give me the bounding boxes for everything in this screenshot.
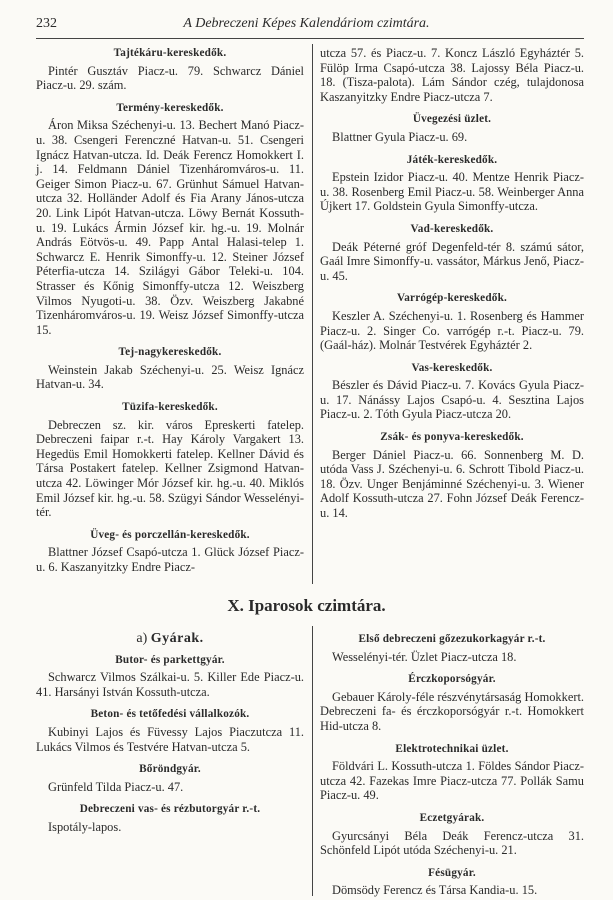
category-entries: Berger Dániel Piacz-u. 66. Sonnenberg M. D. utóda Vass J. Széchenyi-u. 6. Schrott Tibold Piacz-u. 18. Özv. Unger Benjáminné Széchenyi-u. 3. Wiener Adolf Kossuth-utcza 27. Fohn József Deák Ferencz-u. 14. [320, 447, 584, 521]
bottom-left-column [36, 632, 304, 835]
category-heading: Tajtékáru-kereskedők. [113, 47, 227, 59]
category-entries: Blattner Gyula Piacz-u. 69. [332, 129, 468, 144]
category-heading: Tüzifa-kereskedők. [122, 401, 218, 414]
category-entries: Pintér Gusztáv Piacz-u. 79. Schwarcz Dániel Piacz-u. 29. szám. [36, 63, 304, 93]
category-entries: Schwarcz Vilmos Szálkai-u. 5. Killer Ede Piacz-u. 41. Harsányi István Kossuth-utcza. [36, 670, 304, 699]
bottom-right-column [320, 632, 584, 898]
category-entries: Kubinyi Lajos és Füvessy Lajos Piaczutcza 11. Lukács Vilmos és Testvére Hatvan-utcza 5. [36, 724, 304, 754]
category-entries: Bészler és Dávid Piacz-u. 7. Kovács Gyula Piacz-u. 17. Nánássy Lajos Csapó-u. 4. Sesztina Lajos Piacz-u. 2. Tóth Gyula Piacz-utcza 20. [320, 378, 584, 422]
category-entries: Ispotály-lapos. [48, 819, 122, 834]
category-entries: Keszler A. Széchenyi-u. 1. Rosenberg és Hammer Piacz-u. 2. Singer Co. varrógép r.-t. Piacz-u. 79. (Gaál-ház). Molnár Testvérek Egyháztér 2. [320, 308, 584, 353]
category-heading: Első debreczeni gőzezukorkagyár r.-t. [358, 633, 546, 645]
category-entries: Blattner József Csapó-utcza 1. Glück József Piacz-u. 6. Kaszanyitzky Endre Piacz- [36, 545, 304, 574]
category-heading: Termény-kereskedők. [116, 101, 224, 114]
category-heading: Butor- és parkettgyár. [115, 653, 225, 666]
category-heading: Bőröndgyár. [139, 763, 201, 776]
column-divider-bottom [312, 626, 313, 896]
category-entries: Gyurcsányi Béla Deák Ferencz-utcza 31. Schönfeld Lipót utóda Széchenyi-u. 21. [320, 828, 584, 858]
category-entries: Gebauer Károly-féle részvénytársaság Homokkert. Debreczeni fa- és érczkoporsógyár r.-t. Homokkert Hid-utcza 8. [320, 689, 584, 733]
category-heading: Vad-kereskedők. [410, 222, 494, 235]
category-heading: Eczetgyárak. [419, 811, 485, 824]
page-number: 232 [36, 16, 57, 31]
top-left-column [36, 46, 304, 575]
category-heading: Elektrotechnikai üzlet. [395, 742, 509, 755]
category-entries: Dömsödy Ferencz és Társa Kandia-u. 15. [332, 883, 538, 898]
category-heading: Beton- és tetőfedési vállalkozók. [90, 708, 250, 721]
header-rule [36, 38, 584, 39]
category-heading: Üvegezési üzlet. [412, 113, 492, 126]
category-heading: Tej-nagykereskedők. [118, 346, 222, 359]
top-right-column [320, 46, 584, 521]
column-divider-top [312, 44, 313, 584]
category-heading: Fésügyár. [428, 866, 476, 879]
category-entries: Epstein Izidor Piacz-u. 40. Mentze Henrik Piacz-u. 38. Rosenberg Emil Piacz-u. 58. Weinberger Anna Újkert 17. Goldstein Gyula Simonffy-utcza. [320, 170, 584, 214]
category-entries: Áron Miksa Széchenyi-u. 13. Bechert Manó Piacz-u. 38. Csengeri Ferenczné Hatvan-u. 51. Csengeri Ignácz Hatvan-utcza. Id. Deák Ferencz Homokkert I. j. 14. Feldmann Dániel Tizenháromváros-u. 11. Geiger Simon Piacz-u. 67. Grünhut Sámuel Hatvan-utcza 32. Holländer Adolf és Fia Arany János-utcza 20. Link Lipót Hatvan-utcza. Löwy Bernát Kossuth-u. 19. Lukács Ármin József kir. hg.-u. 19. Molnár András Eötvös-u. 49. Papp Antal Halasi-telep 1. Schwarcz E. Henrik Simonffy-u. 12. Steiner József Péterfia-utcza 14. Szilágyi Gábor Teleki-u. 104. Strasser és Kőnig Simonffy-utcza 12. Weiszberg Vilmos Nyugoti-u. 38. Özv. Weiszberg Jakabné Tizenháromváros-u. 19. Weisz József Simonffy-utcza 15. [36, 118, 304, 337]
subsection-label: Gyárak. [150, 631, 204, 646]
page-header [0, 16, 613, 38]
category-entries: Földvári L. Kossuth-utcza 1. Földes Sándor Piacz-utcza 42. Fazekas Imre Piacz-utcza 77. Pollák Samu Piacz-u. 49. [320, 759, 584, 803]
bottom-left-entries [36, 653, 304, 835]
category-entries: Wesselényi-tér. Üzlet Piacz-utcza 18. [332, 649, 517, 664]
category-heading: Érczkoporsógyár. [408, 673, 496, 686]
category-entries: Weinstein Jakab Széchenyi-u. 25. Weisz Ignácz Hatvan-u. 34. [36, 362, 304, 392]
category-heading: Vas-kereskedők. [411, 361, 493, 374]
category-heading: Játék-kereskedők. [406, 153, 498, 166]
category-heading: Varrógép-kereskedők. [397, 292, 507, 305]
category-entries: Grünfeld Tilda Piacz-u. 47. [48, 779, 184, 794]
category-heading: Zsák- és ponyva-kereskedők. [380, 431, 524, 444]
subsection-heading [36, 632, 304, 647]
category-entries: Debreczen sz. kir. város Epreskerti fatelep. Debreczeni faipar r.-t. Hay Károly Vargakert 13. Hegedüs Emil Homokkerti fatelep. Kellner Dávid és Társa Postakert fatelep. Kellner Zsigmond Hatvan-utcza 42. Löwinger Mór József kir. hg.-u. 40. Miklós Emil József kir. hg.-u. 58. Szügyi Sándor Wesselényi-tér. [36, 417, 304, 520]
subsection-prefix: a) [136, 631, 148, 646]
category-entries: Deák Péterné gróf Degenfeld-tér 8. számú sátor, Gaál Imre Simonffy-u. vassátor, Márkus Jenő, Piacz-u. 45. [320, 239, 584, 283]
category-heading: Üveg- és porczellán-kereskedők. [90, 528, 250, 541]
running-title: A Debreczeni Képes Kalendáriom czimtára. [183, 16, 430, 31]
section-title: X. Iparosok czimtára. [227, 596, 386, 615]
category-heading: Debreczeni vas- és rézbutorgyár r.-t. [79, 803, 261, 816]
category-entries: utcza 57. és Piacz-u. 7. Koncz László Egyháztér 5. Fülöp Irma Csapó-utcza 38. Lajossy Béla Piacz-u. 18. (Tisza-palota). Lám Sándor czég, tulajdonosa Kaszanyitzky Endre Piacz-utcza 7. [320, 46, 584, 104]
